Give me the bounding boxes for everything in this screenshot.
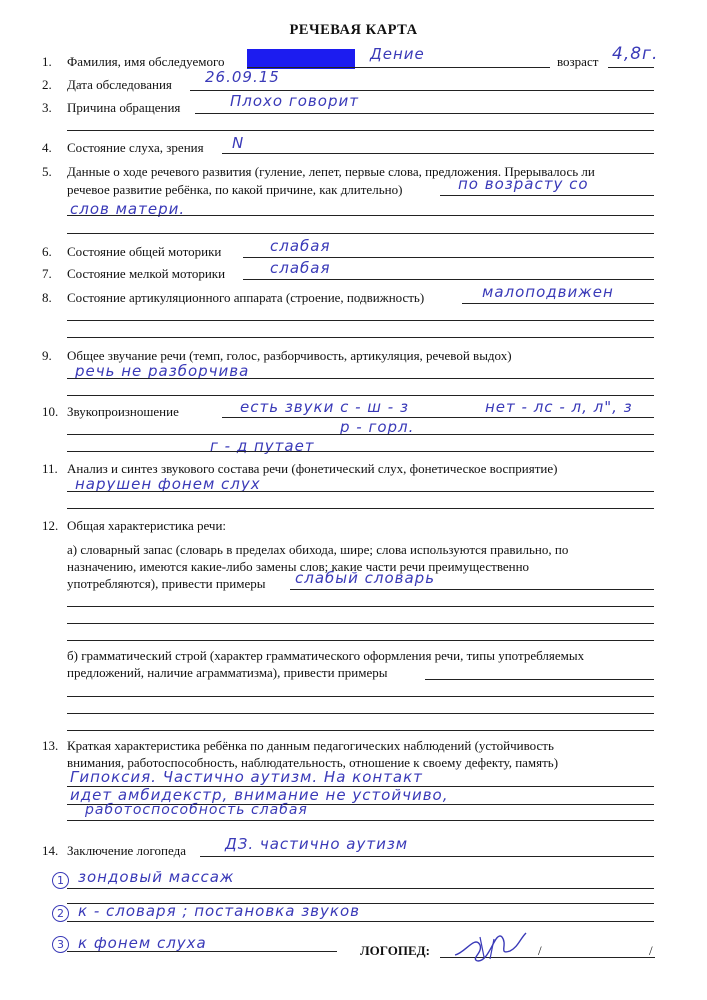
answer-line <box>243 279 654 280</box>
answer-line <box>67 378 654 379</box>
label-name: Фамилия, имя обследуемого <box>67 54 225 69</box>
label-speech-sound: Общее звучание речи (темп, голос, разборчивость, артикуляция, речевой выдох) <box>67 348 512 363</box>
answer-line <box>190 90 654 91</box>
item-number: 2. <box>42 77 52 92</box>
handwritten-fine-motor: слабая <box>270 259 331 277</box>
answer-line <box>200 856 654 857</box>
answer-line <box>67 623 654 624</box>
answer-line <box>67 451 654 452</box>
answer-line <box>67 606 654 607</box>
signature-scribble <box>450 925 530 965</box>
answer-line <box>67 921 654 922</box>
handwritten-pedagogical-2: идет амбидекстр, внимание не устойчиво, <box>70 786 449 804</box>
label-speech-dev-1: Данные о ходе речевого развития (гуление, лепет, первые слова, предложения. Прерывалось ли <box>67 164 595 179</box>
item-number: 3. <box>42 100 52 115</box>
circled-number-1: 1 <box>52 872 69 889</box>
answer-line <box>67 820 654 821</box>
label-age: возраст <box>557 54 599 69</box>
answer-line <box>425 679 654 680</box>
item-number: 12. <box>42 518 59 533</box>
handwritten-recommendation-1: зондовый массаж <box>78 868 235 886</box>
label-vocab-3: употребляются), привести примеры <box>67 576 266 591</box>
label-general: Общая характеристика речи: <box>67 518 227 533</box>
label-pronunciation: Звукопроизношение <box>67 404 179 419</box>
circled-number-3: 3 <box>52 936 69 953</box>
label-reason: Причина обращения <box>67 100 181 115</box>
signature-separator: / <box>538 943 542 958</box>
signature-label: ЛОГОПЕД: <box>360 943 430 958</box>
answer-line <box>67 233 654 234</box>
item-number: 14. <box>42 843 59 858</box>
label-hearing: Состояние слуха, зрения <box>67 140 204 155</box>
answer-line <box>67 696 654 697</box>
item-number: 1. <box>42 54 52 69</box>
handwritten-pronunciation-3: р - горл. <box>340 418 415 436</box>
answer-line <box>195 113 654 114</box>
redacted-surname <box>247 49 355 69</box>
item-number: 13. <box>42 738 59 753</box>
answer-line <box>243 257 654 258</box>
handwritten-speech-dev-2: слов матери. <box>70 200 186 218</box>
answer-line <box>67 337 654 338</box>
answer-line <box>67 730 654 731</box>
handwritten-recommendation-2: к - словаря ; постановка звуков <box>78 902 360 920</box>
handwritten-hearing: N <box>232 134 245 152</box>
answer-line <box>462 303 654 304</box>
handwritten-age: 4,8г. <box>612 44 659 64</box>
handwritten-pedagogical-3: работоспособность слабая <box>85 802 308 818</box>
answer-line <box>67 491 654 492</box>
answer-line <box>67 130 654 131</box>
signature-separator: / <box>649 943 653 958</box>
answer-line <box>247 67 550 68</box>
label-date: Дата обследования <box>67 77 172 92</box>
handwritten-pronunciation-1: есть звуки с - ш - з <box>240 398 409 416</box>
item-number: 10. <box>42 404 59 419</box>
handwritten-conclusion: ДЗ. частично аутизм <box>225 835 409 853</box>
label-vocab-2: назначению, имеются какие-либо замены слов; какие части речи преимущественно <box>67 559 530 574</box>
item-number: 5. <box>42 164 52 179</box>
answer-line <box>440 195 654 196</box>
handwritten-speech-sound: речь не разборчива <box>75 362 250 380</box>
label-gross-motor: Состояние общей моторики <box>67 244 222 259</box>
answer-line <box>67 713 654 714</box>
answer-line <box>67 434 654 435</box>
item-number: 8. <box>42 290 52 305</box>
item-number: 7. <box>42 266 52 281</box>
handwritten-speech-dev-1: по возрасту со <box>458 175 589 193</box>
answer-line <box>67 951 337 952</box>
label-fine-motor: Состояние мелкой моторики <box>67 266 226 281</box>
handwritten-phonetic: нарушен фонем слух <box>75 475 261 493</box>
handwritten-pronunciation-4: г - д путает <box>210 437 315 455</box>
label-conclusion: Заключение логопеда <box>67 843 186 858</box>
handwritten-vocab: слабый словарь <box>295 569 436 587</box>
answer-line <box>67 215 654 216</box>
label-speech-dev-2: речевое развитие ребёнка, по какой причине, как длительно) <box>67 182 403 197</box>
page-title: РЕЧЕВАЯ КАРТА <box>289 22 418 38</box>
label-grammar-1: б) грамматический строй (характер грамматического оформления речи, типы употребляемых <box>67 648 585 663</box>
label-pedagogical-1: Краткая характеристика ребёнка по данным педагогических наблюдений (устойчивость <box>67 738 554 753</box>
handwritten-date: 26.09.15 <box>205 68 280 86</box>
item-number: 6. <box>42 244 52 259</box>
answer-line <box>608 67 654 68</box>
handwritten-pedagogical-1: Гипоксия. Частично аутизм. На контакт <box>70 768 423 786</box>
item-number: 9. <box>42 348 52 363</box>
label-phonetic: Анализ и синтез звукового состава речи (фонетический слух, фонетическое восприятие) <box>67 461 558 476</box>
handwritten-name: Дение <box>370 45 425 63</box>
handwritten-reason: Плохо говорит <box>230 92 359 110</box>
handwritten-recommendation-3: к фонем слуха <box>78 934 207 952</box>
circled-number-2: 2 <box>52 905 69 922</box>
item-number: 4. <box>42 140 52 155</box>
answer-line <box>67 395 654 396</box>
answer-line <box>222 153 654 154</box>
label-articulation: Состояние артикуляционного аппарата (строение, подвижность) <box>67 290 425 305</box>
label-vocab-1: а) словарный запас (словарь в пределах обихода, шире; слова используются правильно, по <box>67 542 569 557</box>
label-pedagogical-2: внимания, работоспособность, наблюдательность, отношение к своему дефекту, память) <box>67 755 559 770</box>
handwritten-pronunciation-2: нет - лс - л, л", з <box>485 398 633 416</box>
answer-line <box>67 640 654 641</box>
answer-line <box>67 320 654 321</box>
answer-line <box>290 589 654 590</box>
item-number: 11. <box>42 461 58 476</box>
handwritten-articulation: малоподвижен <box>482 283 614 301</box>
handwritten-gross-motor: слабая <box>270 237 331 255</box>
label-grammar-2: предложений, наличие аграмматизма), привести примеры <box>67 665 388 680</box>
answer-line <box>222 417 654 418</box>
answer-line <box>67 888 654 889</box>
answer-line <box>67 508 654 509</box>
